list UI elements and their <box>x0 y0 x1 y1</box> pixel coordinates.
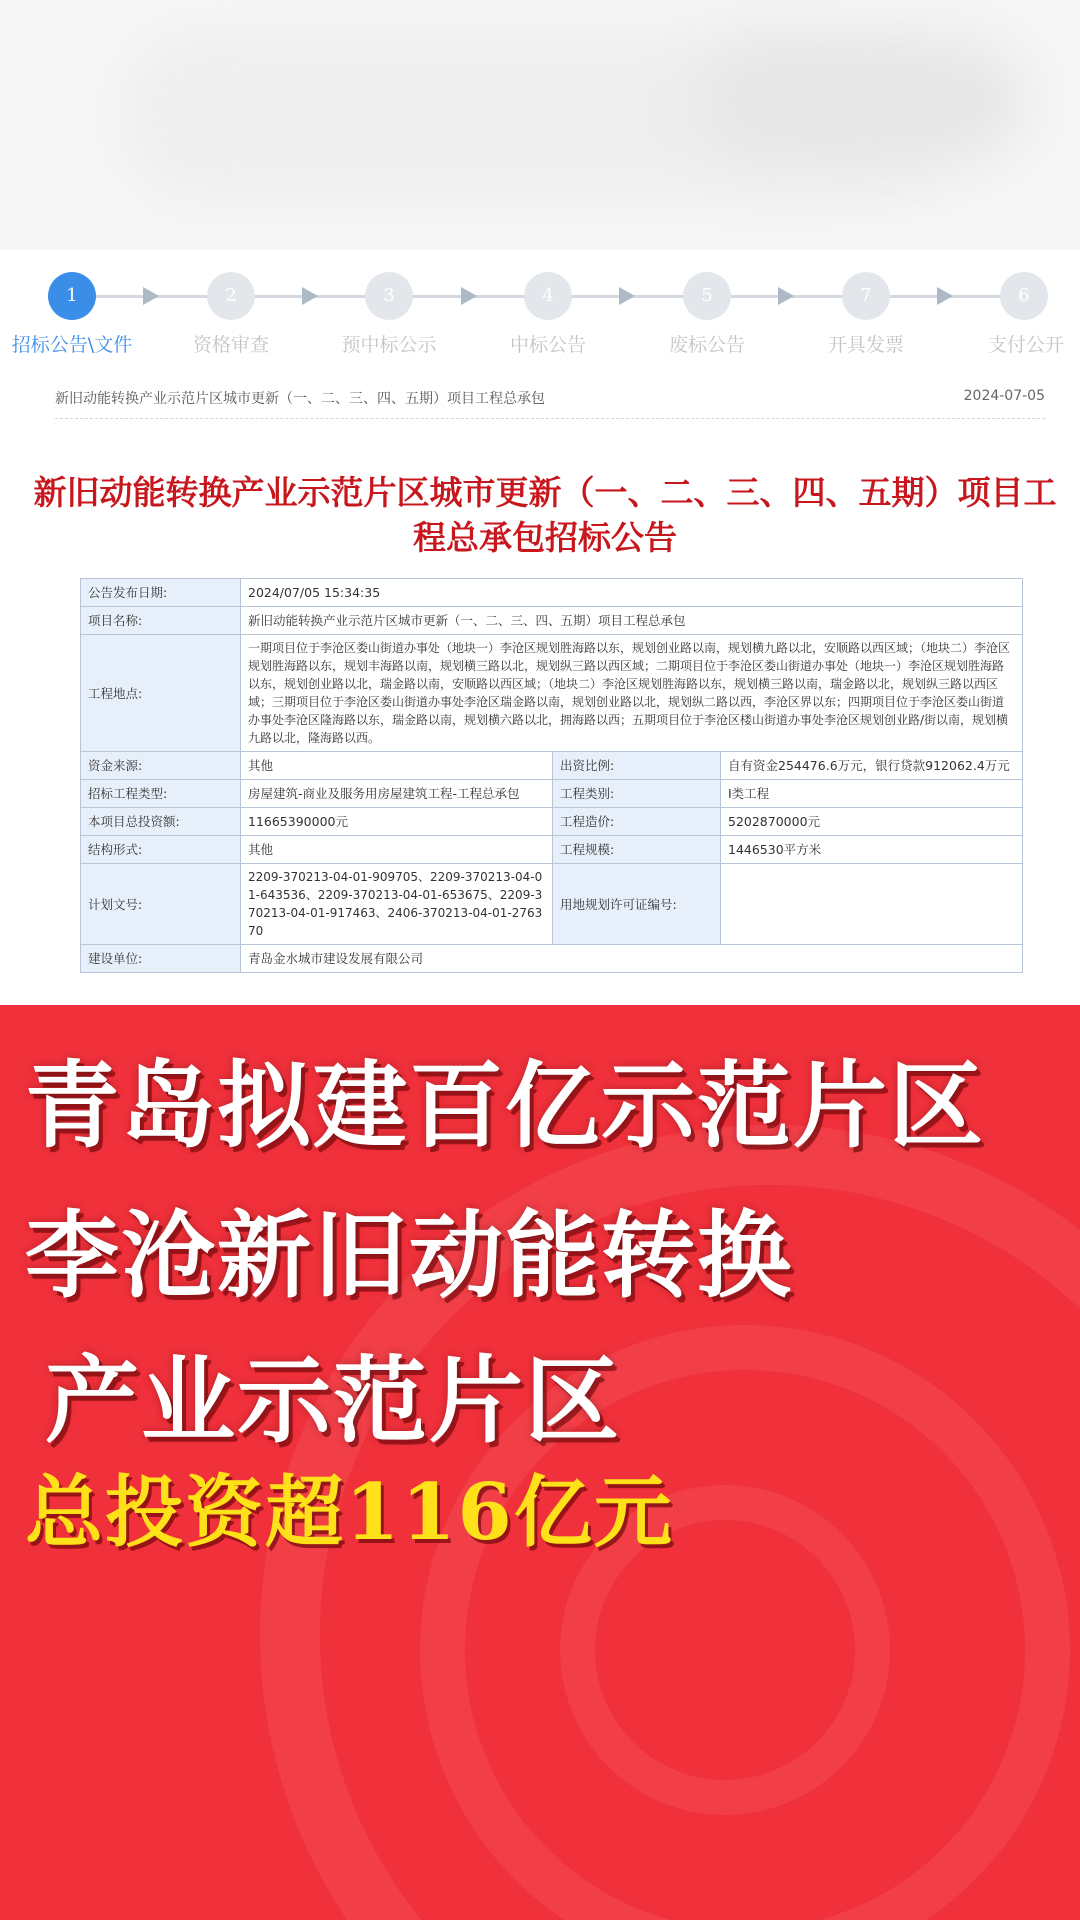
cell-value: 新旧动能转换产业示范片区城市更新（一、二、三、四、五期）项目工程总承包 <box>241 607 1023 635</box>
step-label-qualification[interactable]: 资格审查 <box>192 334 269 356</box>
table-row <box>81 752 1023 780</box>
headline-banner <box>0 1005 1080 1920</box>
cell-label: 公告发布日期: <box>81 579 241 607</box>
headline-line-2: 李沧新旧动能转换 <box>25 1201 794 1311</box>
notice-title: 新旧动能转换产业示范片区城市更新（一、二、三、四、五期）项目工程总承包招标公告 <box>33 473 1057 557</box>
cell-value: 2024/07/05 15:34:35 <box>241 579 1023 607</box>
table-row <box>81 808 1023 836</box>
cell-label: 本项目总投资额: <box>81 808 241 836</box>
cell-value: 5202870000元 <box>721 808 1023 836</box>
table-row <box>81 945 1023 973</box>
cell-label: 项目名称: <box>81 607 241 635</box>
breadcrumb <box>55 388 1045 419</box>
cell-label: 工程规模: <box>553 836 721 864</box>
cell-value: 其他 <box>241 752 553 780</box>
cell-value: 1446530平方米 <box>721 836 1023 864</box>
tender-info-table <box>80 578 1023 973</box>
cell-label: 计划文号: <box>81 864 241 945</box>
table-row <box>81 579 1023 607</box>
cell-value: 11665390000元 <box>241 808 553 836</box>
blurred-header <box>0 0 1080 250</box>
breadcrumb-date: 2024-07-05 <box>963 388 1045 404</box>
cell-label: 用地规划许可证编号: <box>553 864 721 945</box>
cell-label: 资金来源: <box>81 752 241 780</box>
table-row <box>81 635 1023 752</box>
cell-value <box>721 864 1023 945</box>
blur-smudge <box>700 40 1030 160</box>
cell-value: 房屋建筑-商业及服务用房屋建筑工程-工程总承包 <box>241 780 553 808</box>
step-circle-4[interactable]: 4 <box>524 272 572 320</box>
table-row <box>81 836 1023 864</box>
cell-value: Ⅰ类工程 <box>721 780 1023 808</box>
step-arrow-icon <box>302 287 318 305</box>
step-circle-6[interactable]: 6 <box>1000 272 1048 320</box>
step-label-invoice[interactable]: 开具发票 <box>827 334 904 356</box>
step-arrow-icon <box>461 287 477 305</box>
table-row <box>81 607 1023 635</box>
step-circle-2[interactable]: 2 <box>207 272 255 320</box>
step-circle-5[interactable]: 5 <box>683 272 731 320</box>
cell-value: 一期项目位于李沧区娄山街道办事处（地块一）李沧区规划胜海路以东，规划创业路以南，规划横九路以北，安顺路以西区域；（地块二）李沧区规划胜海路以东，规划丰海路以南，规划横三路以北，规划纵三路以西区域；二期项目位于李沧区娄山街道办事处（地块一）李沧区规划胜海路以东，规划创业路以北，瑞金路以南，安顺路以西区域；（地块二）李沧区规划胜海路以东，规划横三路以南，瑞金路以北，规划纵三路以西区域；三期项目位于李沧区娄山街道办事处李沧区瑞金路以南，规划创业路以北，规划纵二路以西，李沧区界以东；四期项目位于李沧区娄山街道办事处李沧区隆海路以东，瑞金路以南，规划横六路以北，拥海路以西；五期项目位于李沧区楼山街道办事处李沧区规划创业路/街以南，规划横九路以北，隆海路以西。 <box>241 635 1023 752</box>
headline-line-1: 青岛拟建百亿示范片区 <box>25 1051 986 1161</box>
cell-label: 工程地点: <box>81 635 241 752</box>
cell-value: 其他 <box>241 836 553 864</box>
headline-line-4: 总投资超116亿元 <box>25 1467 674 1558</box>
step-arrow-icon <box>937 287 953 305</box>
step-label-tender-notice[interactable]: 招标公告\文件 <box>11 334 133 356</box>
cell-label: 结构形式: <box>81 836 241 864</box>
cell-label: 建设单位: <box>81 945 241 973</box>
step-arrow-icon <box>143 287 159 305</box>
cell-value: 自有资金254476.6万元，银行贷款912062.4万元 <box>721 752 1023 780</box>
step-arrow-icon <box>619 287 635 305</box>
step-label-pre-award[interactable]: 预中标公示 <box>341 334 437 356</box>
step-circle-1[interactable]: 1 <box>48 272 96 320</box>
table-row <box>81 780 1023 808</box>
cell-value: 2209-370213-04-01-909705、2209-370213-04-01-643536、2209-370213-04-01-653675、2209-370213-04-01-917463、2406-370213-04-01-276370 <box>241 864 553 945</box>
table-row <box>81 864 1023 945</box>
step-circle-3[interactable]: 3 <box>365 272 413 320</box>
cell-value: 青岛金水城市建设发展有限公司 <box>241 945 1023 973</box>
cell-label: 工程造价: <box>553 808 721 836</box>
step-circle-7[interactable]: 7 <box>842 272 890 320</box>
step-arrow-icon <box>778 287 794 305</box>
step-label-payment[interactable]: 支付公开 <box>988 334 1065 356</box>
cell-label: 招标工程类型: <box>81 780 241 808</box>
cell-label: 出资比例: <box>553 752 721 780</box>
step-label-void[interactable]: 废标公告 <box>668 334 745 356</box>
step-label-award[interactable]: 中标公告 <box>509 334 586 356</box>
headline-line-3: 产业示范片区 <box>45 1346 622 1456</box>
cell-label: 工程类别: <box>553 780 721 808</box>
breadcrumb-title[interactable]: 新旧动能转换产业示范片区城市更新（一、二、三、四、五期）项目工程总承包 <box>55 391 545 407</box>
